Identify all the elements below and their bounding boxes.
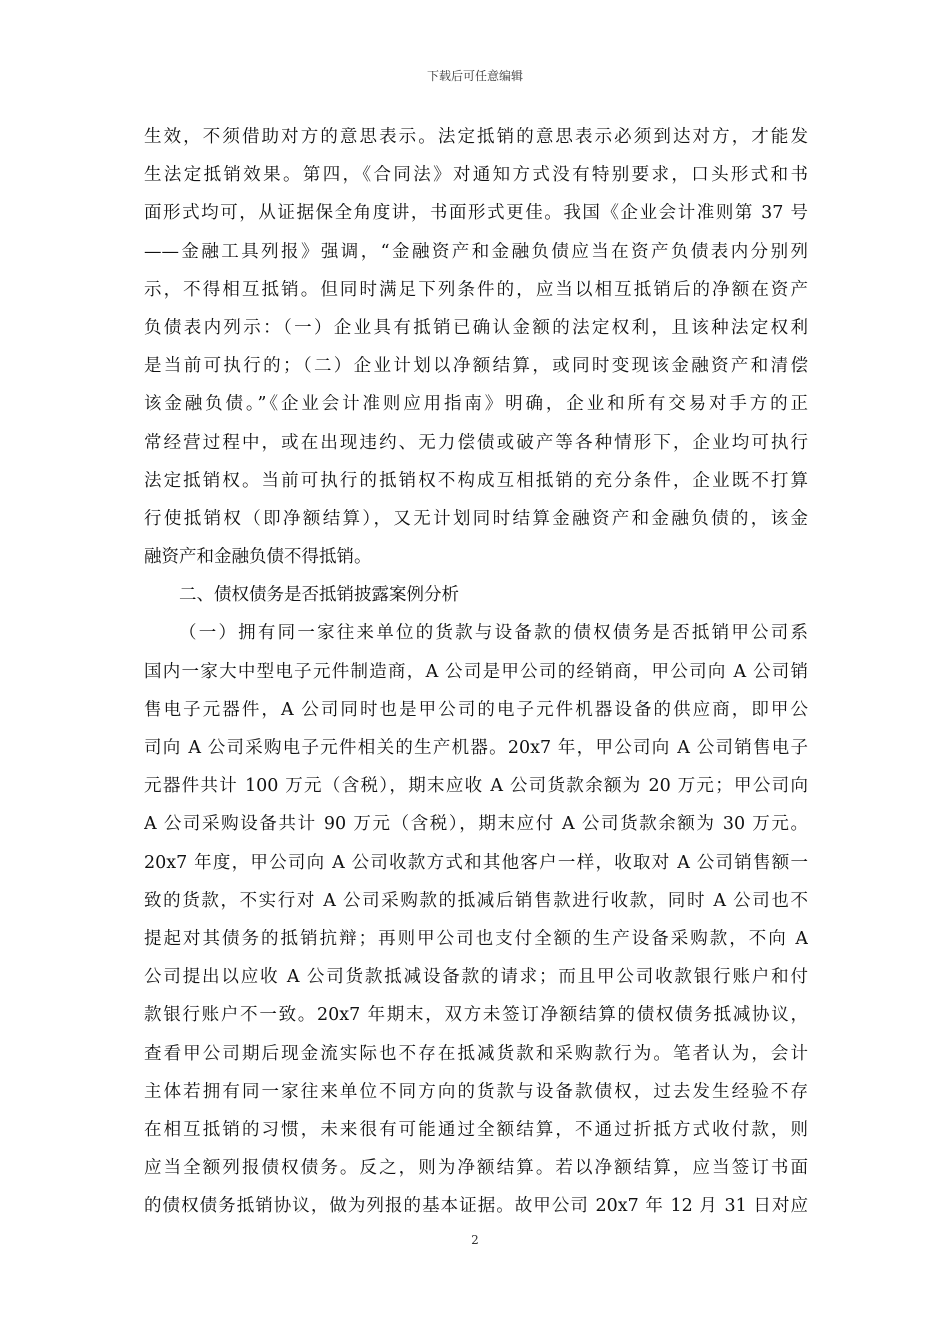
text-line: 主体若拥有同一家往来单位不同方向的货款与设备款债权，过去发生经验不存 xyxy=(144,1081,808,1102)
document-body xyxy=(144,118,808,1225)
text-line: ——金融工具列报》强调，“金融资产和金融负债应当在资产负债表内分别列 xyxy=(144,241,808,262)
text-line: 常经营过程中，或在出现违约、无力偿债或破产等各种情形下，企业均可执行 xyxy=(144,432,808,453)
text-line: 款银行账户不一致。20x7 年期末，双方未签订净额结算的债权债务抵减协议， xyxy=(144,1005,808,1026)
text-line: 元器件共计 100 万元（含税），期末应收 A 公司货款余额为 20 万元；甲公司向 xyxy=(144,776,808,797)
text-line: 公司提出以应收 A 公司货款抵减设备款的请求；而且甲公司收款银行账户和付 xyxy=(144,967,808,988)
text-line: 该金融负债。”《企业会计准则应用指南》明确，企业和所有交易对手方的正 xyxy=(144,394,808,415)
text-line: 行使抵销权（即净额结算），又无计划同时结算金融资产和金融负债的，该金 xyxy=(144,508,808,529)
page-number: 2 xyxy=(471,1233,479,1247)
text-line: 售电子元器件，A 公司同时也是甲公司的电子元件机器设备的供应商，即甲公 xyxy=(144,699,808,720)
text-line: 法定抵销权。当前可执行的抵销权不构成互相抵销的充分条件，企业既不打算 xyxy=(144,470,808,491)
page-header: 下载后可任意编辑 xyxy=(426,69,523,83)
text-line: 国内一家大中型电子元件制造商，A 公司是甲公司的经销商，甲公司向 A 公司销 xyxy=(144,661,808,682)
text-line: 提起对其债务的抵销抗辩；再则甲公司也支付全额的生产设备采购款，不向 A xyxy=(144,928,808,949)
text-line: 是当前可执行的；（二）企业计划以净额结算，或同时变现该金融资产和清偿 xyxy=(144,356,808,377)
text-line: 融资产和金融负债不得抵销。 xyxy=(144,547,372,568)
text-line: 20x7 年度，甲公司向 A 公司收款方式和其他客户一样，收取对 A 公司销售额一 xyxy=(144,852,808,873)
text-line: 应当全额列报债权债务。反之，则为净额结算。若以净额结算，应当签订书面 xyxy=(144,1158,808,1179)
text-line: A 公司采购设备共计 90 万元（含税），期末应付 A 公司货款余额为 30 万元。 xyxy=(144,814,808,835)
text-line: 在相互抵销的习惯，未来很有可能通过全额结算，不通过折抵方式收付款，则 xyxy=(144,1119,808,1140)
text-line: 负债表内列示：（一）企业具有抵销已确认金额的法定权利，且该种法定权利 xyxy=(144,317,808,338)
text-line: 致的货款，不实行对 A 公司采购款的抵减后销售款进行收款，同时 A 公司也不 xyxy=(144,890,808,911)
text-line: 面形式均可，从证据保全角度讲，书面形式更佳。我国《企业会计准则第 37 号 xyxy=(144,203,808,224)
text-line: 司向 A 公司采购电子元件相关的生产机器。20x7 年，甲公司向 A 公司销售电子 xyxy=(144,738,808,758)
text-line: 查看甲公司期后现金流实际也不存在抵减货款和采购款行为。笔者认为，会计 xyxy=(144,1043,808,1064)
text-line: 的债权债务抵销协议，做为列报的基本证据。故甲公司 20x7 年 12 月 31 日对应 xyxy=(144,1196,808,1217)
text-line: 生效，不须借助对方的意思表示。法定抵销的意思表示必须到达对方，才能发 xyxy=(144,127,808,147)
section-heading: 二、债权债务是否抵销披露案例分析 xyxy=(179,585,459,606)
text-line: （一）拥有同一家往来单位的货款与设备款的债权债务是否抵销甲公司系 xyxy=(179,623,808,644)
text-line: 生法定抵销效果。第四，《合同法》对通知方式没有特别要求，口头形式和书 xyxy=(144,165,808,186)
text-line: 示，不得相互抵销。但同时满足下列条件的，应当以相互抵销后的净额在资产 xyxy=(144,279,808,300)
